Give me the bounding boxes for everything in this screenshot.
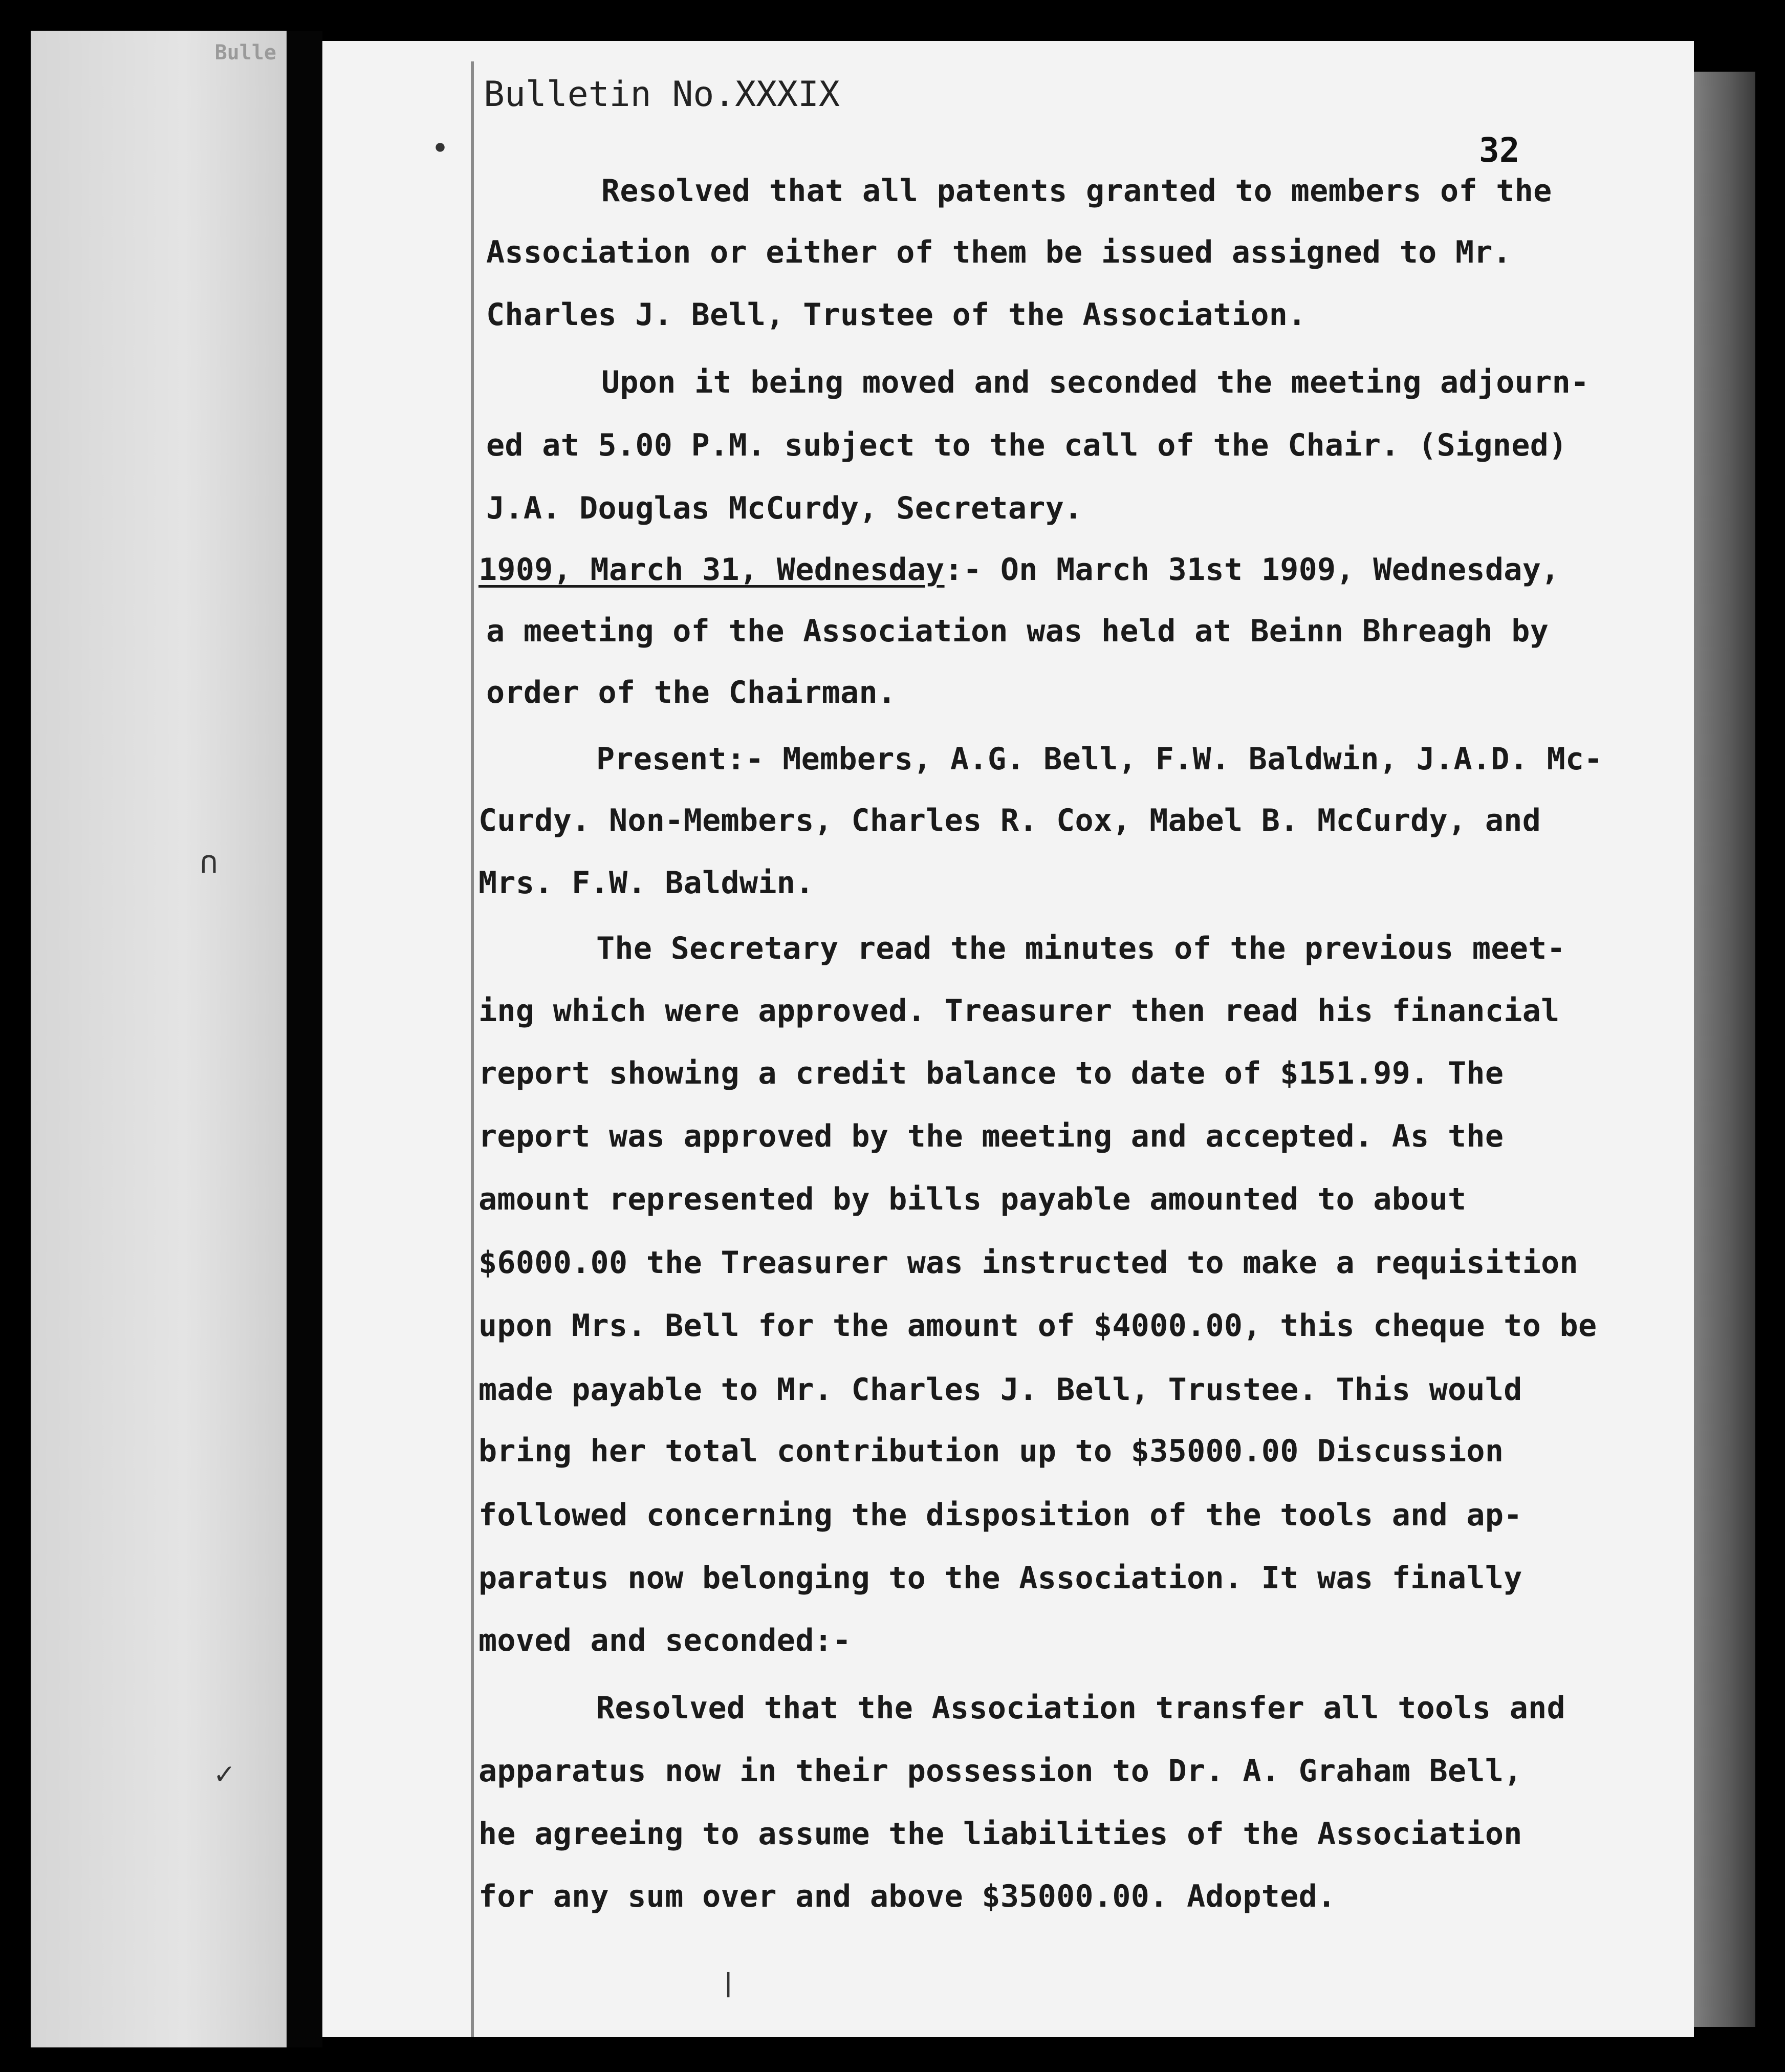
body-line: ed at 5.00 P.M. subject to the call of the Chair. (Signed)	[486, 427, 1568, 463]
body-line: Resolved that the Association transfer all tools and	[596, 1690, 1565, 1726]
body-line: upon Mrs. Bell for the amount of $4000.00, this cheque to be	[478, 1308, 1597, 1344]
body-line: order of the Chairman.	[486, 675, 897, 710]
body-line: $6000.00 the Treasurer was instructed to make a requisition	[478, 1245, 1578, 1281]
body-line: Present:- Members, A.G. Bell, F.W. Baldwin, J.A.D. Mc-	[596, 741, 1603, 777]
body-line: apparatus now in their possession to Dr. A. Graham Bell,	[478, 1753, 1522, 1789]
previous-page-edge	[31, 31, 287, 2047]
body-line: bring her total contribution up to $35000.00 Discussion	[478, 1433, 1504, 1469]
pencil-mark: ✓	[215, 1756, 234, 1792]
previous-page-header-fragment: Bulle	[214, 41, 276, 64]
body-line: Mrs. F.W. Baldwin.	[478, 865, 814, 901]
body-line: a meeting of the Association was held at Beinn Bhreagh by	[486, 613, 1549, 649]
bulletin-header: Bulletin No.XXXIX	[484, 74, 840, 115]
body-line: Charles J. Bell, Trustee of the Association.	[486, 297, 1307, 333]
body-line: The Secretary read the minutes of the previous meet-	[596, 931, 1565, 966]
body-line: Curdy. Non-Members, Charles R. Cox, Mabel B. McCurdy, and	[478, 803, 1541, 838]
body-line: moved and seconded:-	[478, 1623, 852, 1658]
body-line: Association or either of them be issued assigned to Mr.	[486, 234, 1512, 270]
body-line: Upon it being moved and seconded the meeting adjourn-	[601, 364, 1590, 400]
body-line: Resolved that all patents granted to members of the	[601, 173, 1552, 209]
body-line: paratus now belonging to the Association. It was finally	[478, 1560, 1522, 1596]
body-line: J.A. Douglas McCurdy, Secretary.	[486, 490, 1083, 526]
scan-mark: •	[431, 131, 450, 166]
body-line: made payable to Mr. Charles J. Bell, Trustee. This would	[478, 1372, 1522, 1408]
body-line: amount represented by bills payable amounted to about	[478, 1181, 1467, 1217]
date-line-text: :- On March 31st 1909, Wednesday,	[944, 552, 1560, 588]
body-line: report was approved by the meeting and accepted. As the	[478, 1118, 1504, 1154]
pencil-mark: ∩	[200, 845, 219, 880]
date-heading: 1909, March 31, Wednesday	[478, 552, 945, 588]
body-line: for any sum over and above $35000.00. Adopted.	[478, 1879, 1336, 1914]
page-number: 32	[1479, 131, 1520, 170]
body-line: followed concerning the disposition of the tools and ap-	[478, 1497, 1522, 1533]
body-line: report showing a credit balance to date of $151.99. The	[478, 1055, 1504, 1091]
document-page	[322, 41, 1694, 2037]
scan-mark: ❘	[719, 1966, 738, 2001]
date-line	[478, 552, 1560, 588]
page-stack-edge	[1694, 72, 1755, 2027]
margin-rule	[471, 61, 474, 2037]
binding-gutter	[287, 31, 322, 2047]
body-line: ing which were approved. Treasurer then read his financial	[478, 993, 1560, 1029]
body-line: he agreeing to assume the liabilities of the Association	[478, 1816, 1522, 1852]
